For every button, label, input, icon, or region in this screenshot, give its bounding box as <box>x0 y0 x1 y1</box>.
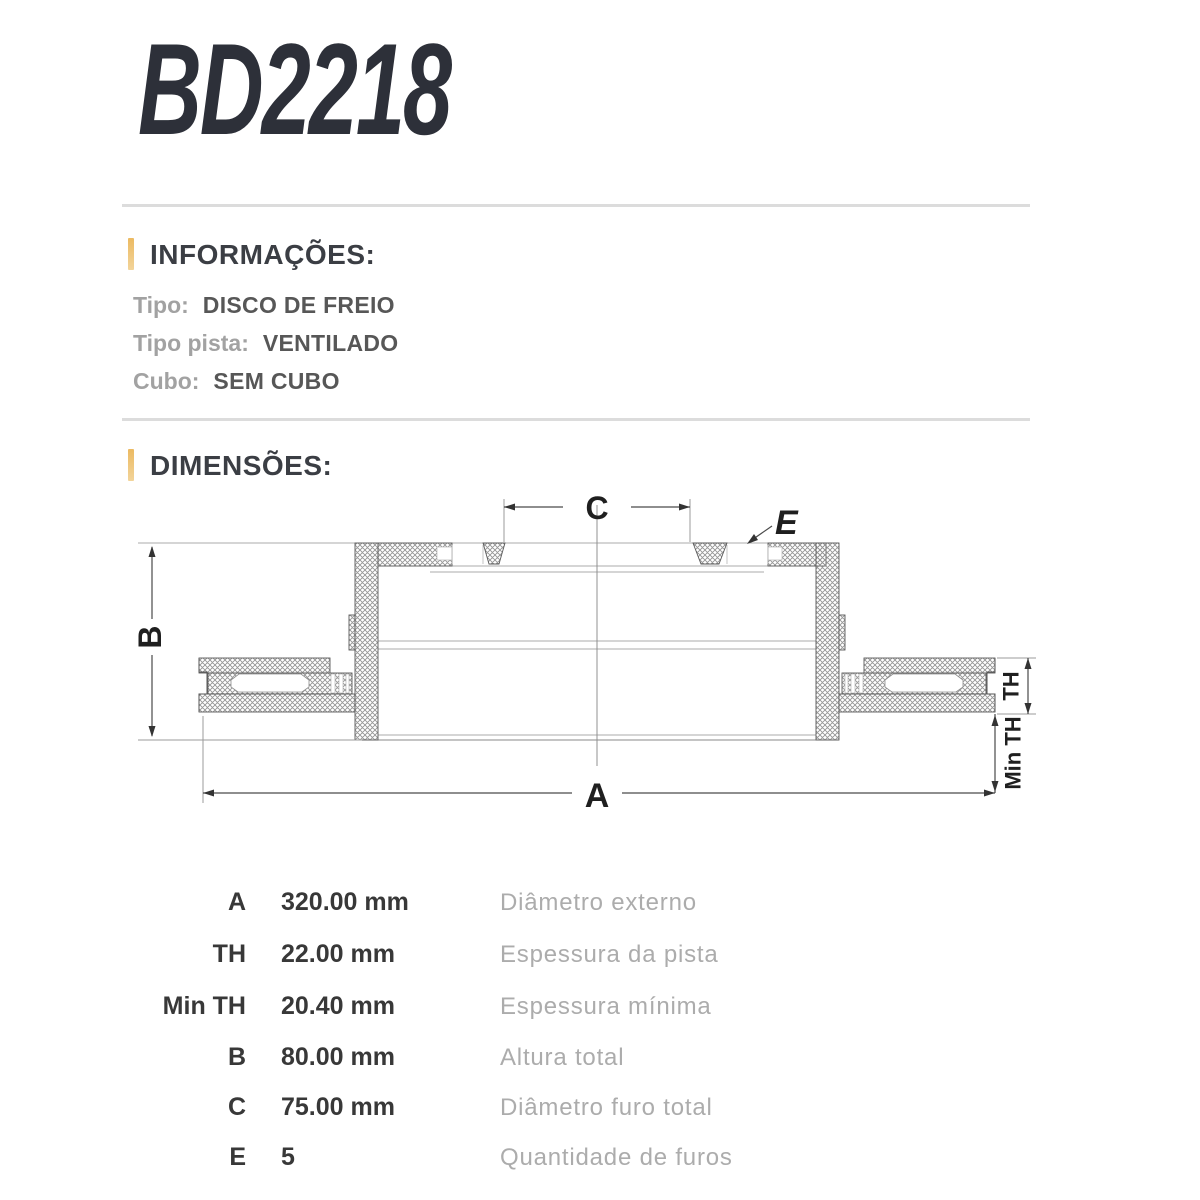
dim-value: 80.00 mm <box>281 1043 395 1071</box>
divider-top <box>122 204 1030 207</box>
info-label: Tipo: <box>133 292 189 318</box>
dim-value: 20.40 mm <box>281 992 395 1020</box>
dimension-lines <box>152 507 1028 793</box>
part-number: BD2218 <box>138 16 451 162</box>
ring-top-plate-right <box>864 658 995 673</box>
info-row-tipo <box>133 292 395 319</box>
info-row-tipo-pista <box>133 330 398 357</box>
dim-value: 320.00 mm <box>281 888 409 916</box>
dimension-labels <box>132 490 1026 815</box>
accent-bar-informacoes <box>128 238 134 270</box>
info-value: SEM CUBO <box>213 368 340 394</box>
hat-wall-right <box>816 543 839 740</box>
dim-key: B <box>227 1043 246 1071</box>
dim-desc: Espessura mínima <box>500 993 712 1020</box>
section-heading-informacoes: INFORMAÇÕES: <box>150 239 376 270</box>
dim-key: C <box>227 1093 246 1121</box>
extension-lines <box>138 499 1036 803</box>
bolt-hole-notch-left <box>437 547 452 560</box>
dimension-label-th: TH <box>998 671 1024 701</box>
info-value: VENTILADO <box>262 330 399 356</box>
info-row-cubo <box>133 368 340 395</box>
dimension-label-e: E <box>775 504 798 542</box>
vent-slot-right <box>885 674 963 692</box>
dim-value: 5 <box>281 1143 295 1171</box>
dim-desc: Diâmetro furo total <box>500 1094 713 1121</box>
dim-key: Min TH <box>162 992 246 1020</box>
info-label: Cubo: <box>133 368 200 394</box>
dim-key: E <box>229 1143 246 1171</box>
dim-desc: Quantidade de furos <box>500 1144 733 1171</box>
divider-middle <box>122 418 1030 421</box>
ring-bottom-plate-left <box>199 694 355 712</box>
bolt-hole-notch-right <box>768 547 782 560</box>
hat-hole-web-right <box>693 543 727 564</box>
hat-step-left <box>349 615 355 650</box>
hat-hole-web-left <box>483 543 505 564</box>
hat-wall-left <box>355 543 378 740</box>
dim-key: A <box>227 888 246 916</box>
hat-step-right <box>839 615 845 650</box>
page-title <box>138 16 597 162</box>
accent-bar-dimensoes <box>128 449 134 481</box>
dim-desc: Espessura da pista <box>500 941 719 968</box>
dimension-label-min-th: Min TH <box>1000 716 1026 790</box>
ring-bottom-plate-right <box>839 694 995 712</box>
dim-desc: Altura total <box>500 1044 625 1071</box>
vent-slot-left <box>231 674 309 692</box>
info-label: Tipo pista: <box>133 330 249 356</box>
ring-top-plate-left <box>199 658 330 673</box>
dim-desc: Diâmetro externo <box>500 889 697 916</box>
dimension-arrows <box>149 504 1032 797</box>
info-value: DISCO DE FREIO <box>202 292 395 318</box>
dim-value: 75.00 mm <box>281 1093 395 1121</box>
dim-key: TH <box>212 940 246 968</box>
dim-value: 22.00 mm <box>281 940 395 968</box>
section-heading-dimensoes: DIMENSÕES: <box>150 450 333 481</box>
dimension-label-b: B <box>132 625 168 649</box>
dimension-label-a: A <box>584 777 610 815</box>
dimension-label-c: C <box>585 490 609 526</box>
technical-drawing <box>120 480 1080 880</box>
